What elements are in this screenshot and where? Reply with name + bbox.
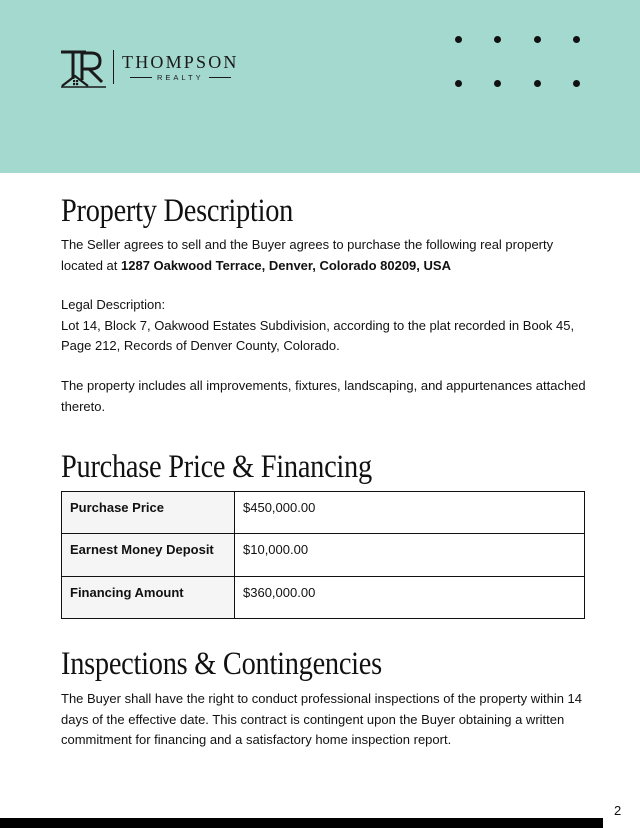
logo-wordmark xyxy=(122,52,239,83)
header-banner xyxy=(0,0,640,173)
dot-icon xyxy=(534,80,541,87)
table-row xyxy=(62,576,585,618)
property-intro: The Seller agrees to sell and the Buyer agrees to purchase the following real property located at 1287 Oakwood Terrace, Denver, Colorado 80209, USA xyxy=(61,237,554,273)
dot-icon xyxy=(573,80,580,87)
decorative-dot-grid xyxy=(455,36,585,91)
inspections-text: The Buyer shall have the right to conduct professional inspections of the property within 14 days of the effective date. This contract is contingent upon the Buyer obtaining a written commitment for financing and a satisfactory home inspection report. xyxy=(61,691,583,747)
dot-icon xyxy=(573,36,580,43)
table-row xyxy=(62,492,585,534)
footer-bar xyxy=(0,818,603,828)
page-number: 2 xyxy=(614,803,622,818)
table-row xyxy=(62,534,585,576)
logo-divider xyxy=(113,50,114,84)
dot-icon xyxy=(494,80,501,87)
earnest-money-value: $10,000.00 xyxy=(235,534,585,576)
earnest-money-label: Earnest Money Deposit xyxy=(62,534,235,576)
company-logo xyxy=(60,46,239,88)
property-includes: The property includes all improvements, fixtures, landscaping, and appurtenances attached thereto. xyxy=(61,378,586,414)
dot-icon xyxy=(455,36,462,43)
legal-text: Lot 14, Block 7, Oakwood Estates Subdivision, according to the plat recorded in Book 45, Page 212, Records of Denver County, Colorado. xyxy=(61,317,575,353)
purchase-price-label: Purchase Price xyxy=(62,492,235,534)
dot-icon xyxy=(494,36,501,43)
purchase-price-value: $450,000.00 xyxy=(235,492,585,534)
logo-subtitle: REALTY xyxy=(157,72,204,82)
logo-rule-right xyxy=(209,77,231,78)
financing-table xyxy=(61,491,585,619)
financing-amount-value: $360,000.00 xyxy=(235,576,585,618)
inspections-heading: Inspections & Contingencies xyxy=(61,646,382,682)
purchase-price-heading: Purchase Price & Financing xyxy=(61,449,372,485)
logo-name: THOMPSON xyxy=(122,51,239,72)
logo-rule-left xyxy=(130,77,152,78)
dot-icon xyxy=(455,80,462,87)
dot-icon xyxy=(534,36,541,43)
property-address: 1287 Oakwood Terrace, Denver, Colorado 80209, USA xyxy=(121,257,451,273)
legal-description xyxy=(61,295,586,357)
legal-label: Legal Description: xyxy=(61,297,166,312)
financing-amount-label: Financing Amount xyxy=(62,576,235,618)
tr-monogram-icon xyxy=(60,46,108,88)
property-description-heading: Property Description xyxy=(61,193,294,229)
